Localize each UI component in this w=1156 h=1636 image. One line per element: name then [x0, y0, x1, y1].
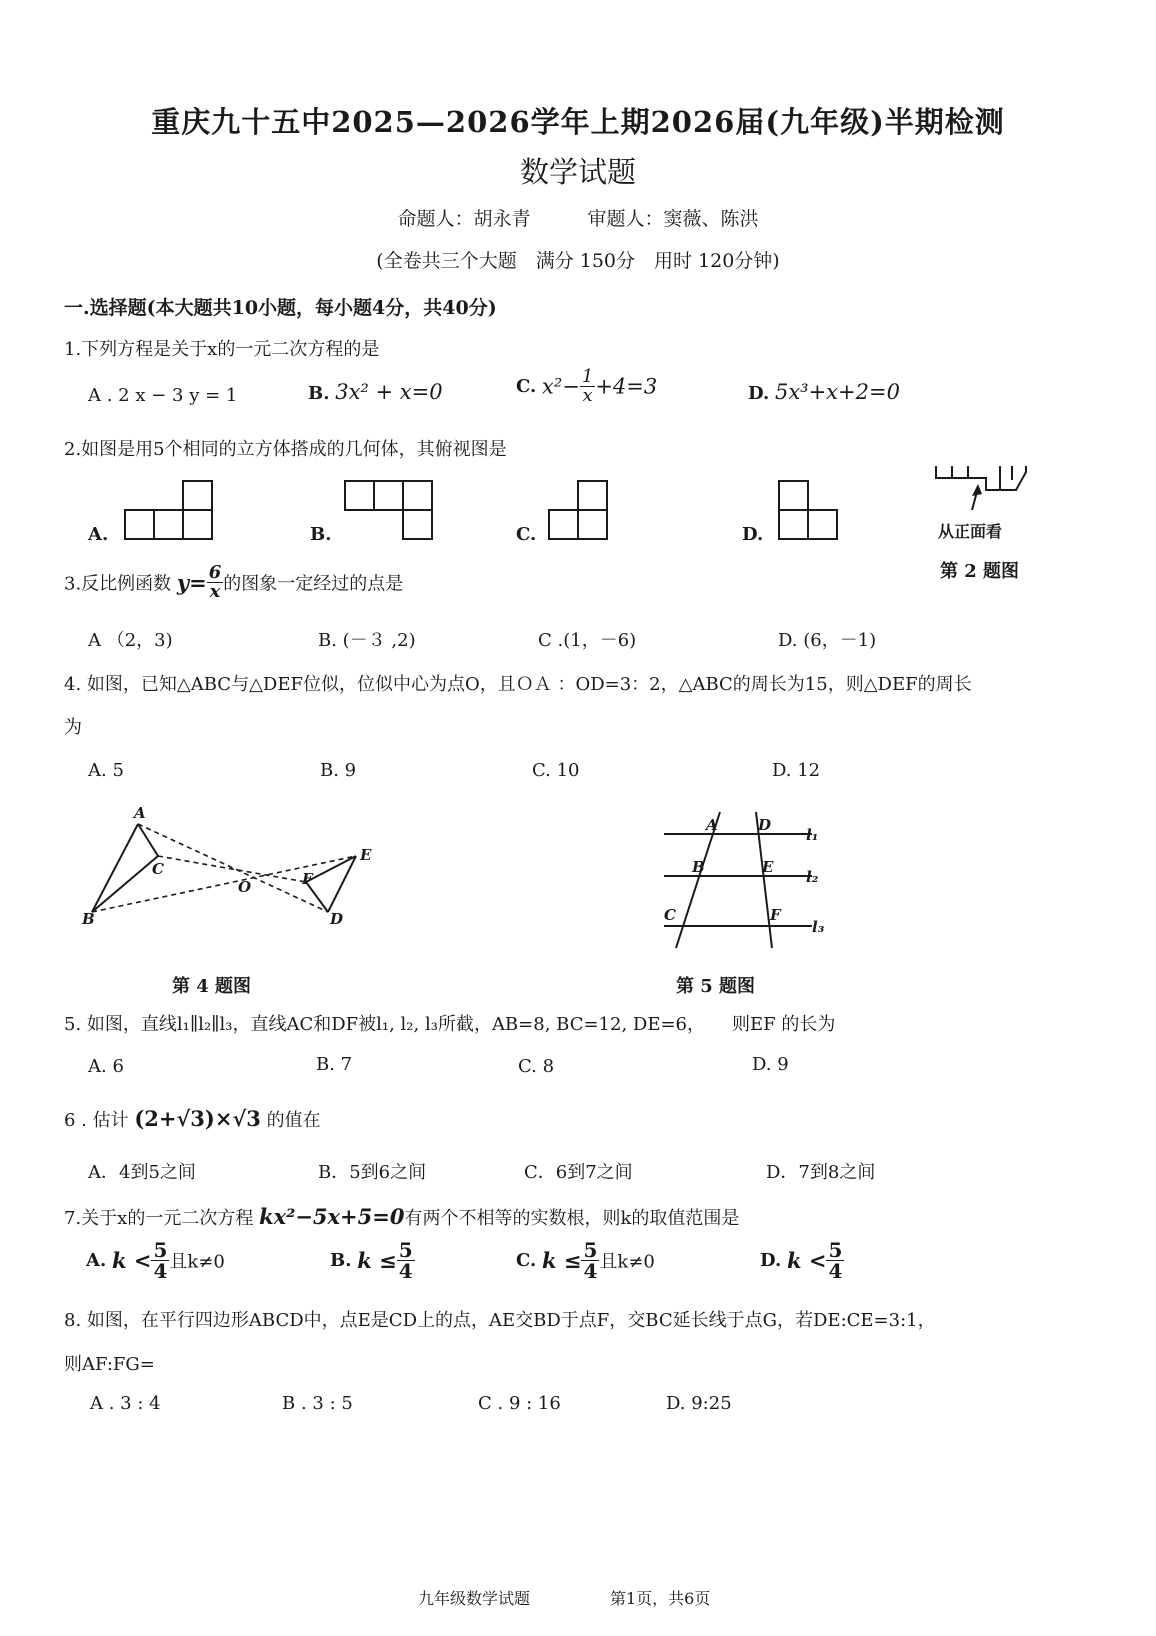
q3-stem-pre: 3.反比例函数 — [64, 573, 172, 595]
q5-caption: 第 5 题图 — [676, 976, 756, 997]
q4-option-b: B. 9 — [320, 760, 357, 781]
q8-option-d: D. 9:25 — [666, 1393, 732, 1414]
q7-option-a-den: 4 — [153, 1259, 168, 1283]
exam-subject: 数学试题 — [519, 155, 636, 189]
q6-option-d: D．7到8之间 — [766, 1162, 876, 1183]
q3-y: y= — [176, 570, 207, 595]
q7-option-c-tail: 且k≠0 — [599, 1251, 655, 1273]
q4-point-d: D — [330, 910, 344, 928]
q5-point-a: A — [706, 816, 718, 834]
q8-stem-line2: 则AF:FG= — [64, 1354, 155, 1375]
q7-option-b-label: B. — [330, 1250, 352, 1271]
q4-option-c: C. 10 — [532, 760, 580, 781]
q4-figure — [80, 804, 380, 934]
q4-point-o: O — [238, 878, 252, 896]
q3-option-d: D. (6，－1) — [778, 630, 877, 651]
q7-equation: kx²−5x+5=0 — [259, 1204, 405, 1229]
q7-option-b-rel: k ≤ — [357, 1248, 397, 1273]
q5-point-b: B — [692, 858, 705, 876]
q6-option-b: B．5到6之间 — [318, 1162, 427, 1183]
q6-option-c: C．6到7之间 — [524, 1162, 633, 1183]
q7-option-d-num: 5 — [828, 1238, 843, 1262]
footer-page-number: 第1页，共6页 — [610, 1589, 711, 1608]
q7-stem — [64, 1204, 739, 1230]
q2-arrow-icon — [972, 484, 982, 496]
q4-option-a: A. 5 — [88, 760, 124, 781]
q2-front-view-label: 从正面看 — [938, 522, 1003, 541]
q7-option-d-fraction — [826, 1240, 844, 1281]
q7-option-c — [516, 1240, 655, 1281]
q3-stem — [64, 564, 403, 601]
exam-title: 重庆九十五中2025—2026学年上期2026届(九年级)半期检测 — [151, 105, 1005, 139]
q4-point-f: F — [302, 870, 313, 888]
q7-option-c-fraction — [581, 1240, 599, 1281]
exam-authors: 命题人：胡永青 审题人：窦薇、陈洪 — [397, 208, 759, 230]
q1-option-d — [748, 380, 900, 404]
q7-option-a-tail: 且k≠0 — [169, 1251, 225, 1273]
q7-option-c-label: C. — [516, 1250, 537, 1271]
q7-option-a-fraction — [151, 1240, 169, 1281]
q5-point-f: F — [770, 906, 781, 924]
q7-option-b-den: 4 — [398, 1259, 413, 1283]
q5-option-a: A. 6 — [88, 1056, 124, 1077]
q2-solid-figure — [934, 466, 1034, 526]
q2-option-a-figure — [124, 480, 214, 540]
q7-option-d — [760, 1240, 844, 1281]
q7-option-a-label: A. — [86, 1250, 107, 1271]
q5-line-l1: l₁ — [806, 826, 819, 844]
q4-point-b: B — [82, 910, 95, 928]
q2-stem: 2.如图是用5个相同的立方体搭成的几何体，其俯视图是 — [64, 439, 507, 460]
q5-stem: 5. 如图，直线l₁∥l₂∥l₃，直线AC和DF被l₁, l₂, l₃所截，AB=8, BC=12, DE=6， 则EF 的长为 — [64, 1014, 836, 1035]
q2-caption: 第 2 题图 — [940, 561, 1020, 582]
footer-title: 九年级数学试题 — [418, 1589, 531, 1608]
q1-option-b-math: 3x² + x=0 — [335, 380, 443, 404]
q7-stem-post: 有两个不相等的实数根，则k的取值范围是 — [404, 1208, 740, 1229]
q6-stem-post: 的值在 — [266, 1110, 321, 1131]
q7-option-d-rel: k < — [786, 1248, 827, 1273]
q4-point-a: A — [134, 804, 146, 822]
q7-option-b-num: 5 — [398, 1238, 413, 1262]
q1-option-c-den: x — [582, 385, 593, 406]
q5-line-l3: l₃ — [812, 918, 825, 936]
q1-option-c-fraction — [580, 368, 595, 405]
q8-stem-line1: 8. 如图，在平行四边形ABCD中，点E是CD上的点，AE交BD于点F，交BC延长线于点G，若DE:CE=3:1， — [64, 1310, 936, 1331]
q5-option-c: C. 8 — [518, 1056, 555, 1077]
q1-option-a: A . 2 x − 3 y = 1 — [88, 385, 238, 406]
q7-option-a-rel: k < — [111, 1248, 152, 1273]
q6-stem-pre: 6 . 估计 — [64, 1110, 129, 1131]
q7-option-c-num: 5 — [583, 1238, 598, 1262]
q5-option-d: D. 9 — [752, 1054, 789, 1075]
q2-option-b-label: B. — [310, 524, 332, 545]
q8-option-b: B . 3 : 5 — [282, 1393, 353, 1414]
q5-line-l2: l₂ — [806, 868, 819, 886]
q5-figure — [654, 812, 844, 952]
q1-option-b — [308, 380, 443, 404]
q5-point-d: D — [758, 816, 772, 834]
q1-option-d-label: D. — [748, 383, 770, 404]
q4-stem-line1: 4. 如图，已知△ABC与△DEF位似，位似中心为点O，且ＯＡ ：OD=3：2，△ABC的周长为15，则△DEF的周长 — [64, 674, 972, 695]
q6-option-a: A．4到5之间 — [88, 1162, 196, 1183]
q2-option-c-figure — [548, 480, 610, 540]
q1-option-d-math: 5x³+x+2=0 — [774, 380, 900, 404]
q6-stem — [64, 1106, 321, 1132]
q3-fraction — [207, 564, 224, 601]
q5-point-c: C — [664, 906, 676, 924]
q6-expression: (2+√3)×√3 — [134, 1106, 261, 1131]
q1-option-c-num: 1 — [581, 366, 594, 387]
q1-option-c — [516, 368, 657, 405]
q3-num: 6 — [208, 562, 222, 583]
q3-stem-post: 的图象一定经过的点是 — [223, 573, 404, 595]
q3-option-b: B. (－３ ,2) — [318, 630, 416, 651]
q1-option-c-pre: x²− — [542, 374, 580, 399]
q2-option-c-label: C. — [516, 524, 537, 545]
q3-option-a: A （2，3) — [88, 630, 173, 651]
q3-option-c: C .(1，－6) — [538, 630, 637, 651]
q7-option-a-num: 5 — [153, 1238, 168, 1262]
q4-option-d: D. 12 — [772, 760, 821, 781]
q3-den: x — [209, 581, 221, 602]
q7-option-a — [86, 1240, 225, 1281]
q4-stem-line2: 为 — [64, 717, 82, 738]
exam-info: (全卷共三个大题 满分 150分 用时 120分钟) — [376, 250, 780, 272]
q1-option-c-label: C. — [516, 376, 537, 397]
q4-caption: 第 4 题图 — [172, 976, 252, 997]
q8-option-a: A . 3 : 4 — [90, 1393, 161, 1414]
q5-point-e: E — [762, 858, 774, 876]
q7-option-c-den: 4 — [583, 1259, 598, 1283]
q1-option-b-label: B. — [308, 383, 330, 404]
q2-option-a-label: A. — [88, 524, 109, 545]
q7-option-b-fraction — [397, 1240, 415, 1281]
q5-option-b: B. 7 — [316, 1054, 353, 1075]
q7-option-d-den: 4 — [828, 1259, 843, 1283]
q4-point-c: C — [152, 860, 164, 878]
q4-point-e: E — [360, 846, 372, 864]
q2-option-d-figure — [778, 480, 840, 540]
q1-option-c-post: +4=3 — [595, 374, 658, 399]
q7-option-b — [330, 1240, 415, 1281]
q7-option-d-label: D. — [760, 1250, 782, 1271]
q2-option-d-label: D. — [742, 524, 764, 545]
q7-stem-pre: 7.关于x的一元二次方程 — [64, 1208, 254, 1229]
q2-option-b-figure — [344, 480, 434, 540]
q8-option-c: C . 9 : 16 — [478, 1393, 561, 1414]
q1-stem: 1.下列方程是关于x的一元二次方程的是 — [64, 339, 380, 360]
q7-option-c-rel: k ≤ — [542, 1248, 582, 1273]
section-1-title: 一.选择题(本大题共10小题，每小题4分，共40分) — [64, 297, 497, 319]
